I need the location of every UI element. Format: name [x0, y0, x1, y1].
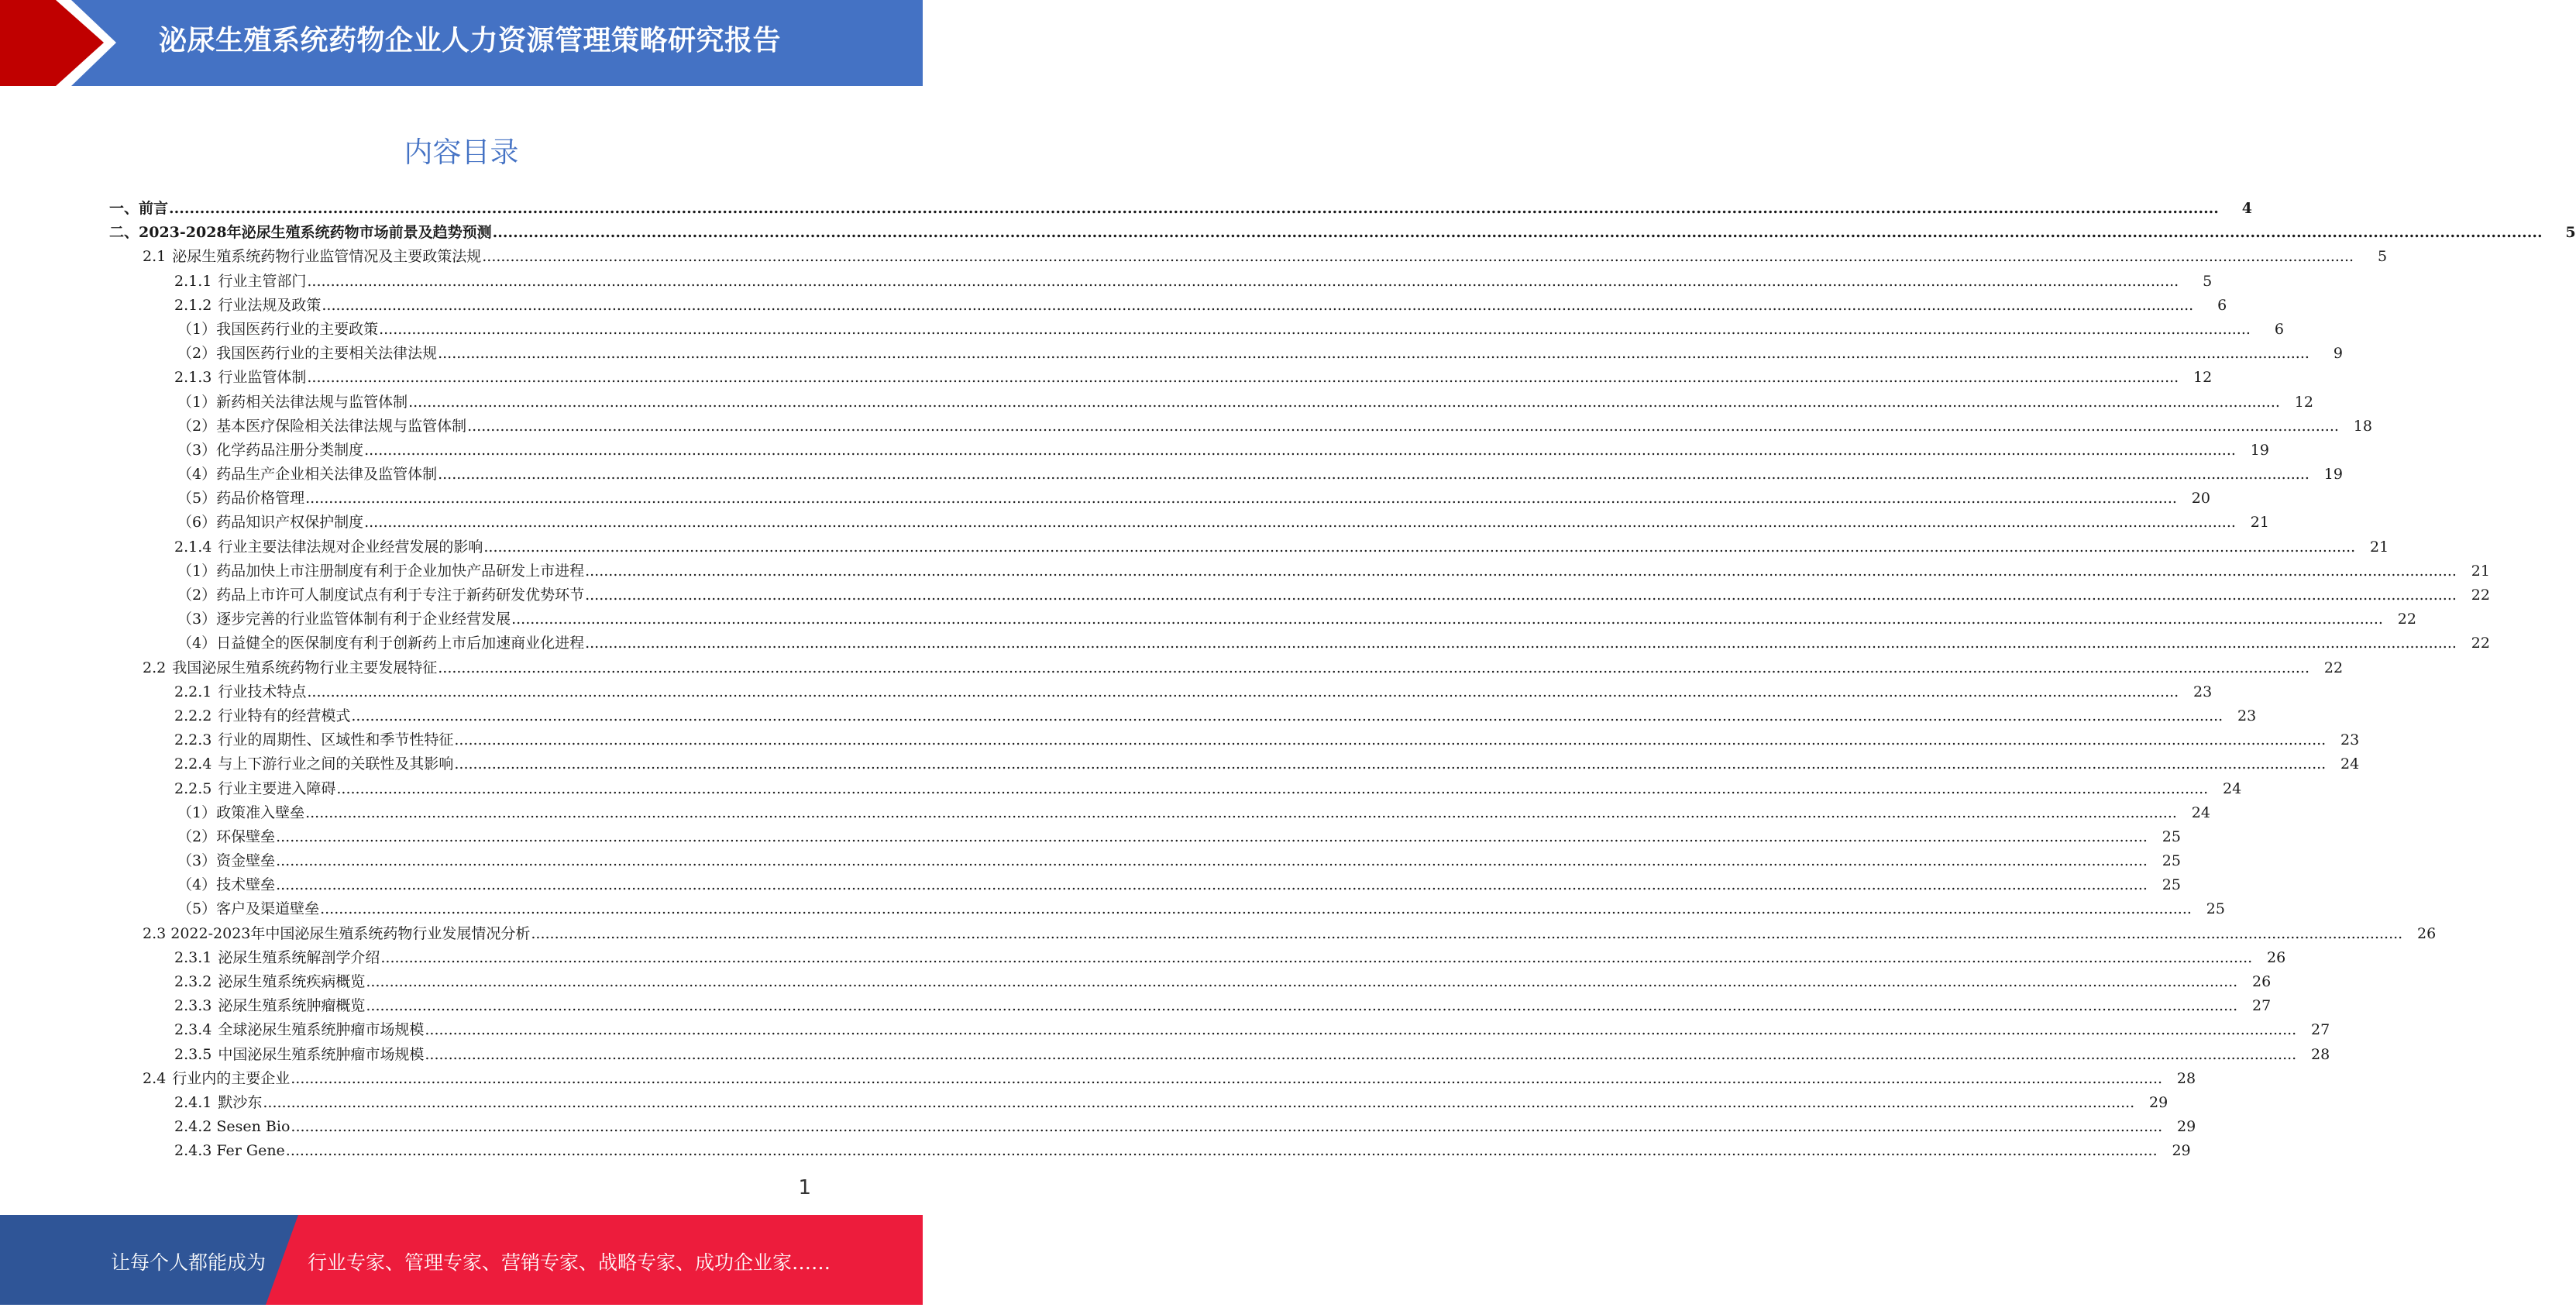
toc-entry-title: [174, 994, 365, 1018]
toc-entry-label: （4）日益健全的医保制度有利于创新药上市后加速商业化进程: [177, 635, 585, 652]
toc-entry-title: [174, 1043, 424, 1067]
toc-entry-label: （5）药品价格管理: [177, 490, 305, 508]
toc-entry[interactable]: [0, 1139, 2191, 1163]
toc-entry-title: [174, 777, 335, 801]
toc-dot-leader: ................................................................................................................................................................................................................................................................................................................................................................................................................: [366, 973, 2238, 990]
toc-dot-leader: ................................................................................................................................................................................................................................................................................................................................................................................................................: [492, 224, 2543, 242]
toc-entry-page: 26: [2252, 973, 2272, 990]
toc-dot-leader: ................................................................................................................................................................................................................................................................................................................................................................................................................: [305, 803, 2177, 821]
toc-entry[interactable]: [0, 922, 2437, 946]
toc-entry-title: [174, 1139, 285, 1163]
toc-dot-leader: ................................................................................................................................................................................................................................................................................................................................................................................................................: [364, 441, 2236, 459]
toc-dot-leader: ................................................................................................................................................................................................................................................................................................................................................................................................................: [511, 611, 2383, 628]
toc-entry-number: 2.2.1: [174, 683, 212, 700]
toc-entry-label: （1）新药相关法律法规与监管体制: [177, 393, 408, 411]
toc-entry-label: 我国泌尿生殖系统药物行业主要发展特征: [172, 659, 438, 676]
toc-entry-page: 26: [2267, 948, 2286, 966]
footer-slogan-right: 行业专家、管理专家、营销专家、战略专家、成功企业家……: [308, 1251, 831, 1274]
toc-entry-number: 2.3.3: [174, 997, 212, 1015]
toc-entry[interactable]: [0, 221, 2576, 245]
toc-dot-leader: ................................................................................................................................................................................................................................................................................................................................................................................................................: [425, 1021, 2297, 1039]
toc-entry[interactable]: [0, 849, 2181, 873]
toc-entry-page: 22: [2471, 635, 2490, 652]
toc-entry-page: 18: [2353, 417, 2372, 435]
toc-dot-leader: ................................................................................................................................................................................................................................................................................................................................................................................................................: [585, 635, 2457, 652]
toc-entry-page: 29: [2149, 1093, 2168, 1111]
toc-entry-page: 27: [2252, 997, 2272, 1015]
toc-entry-number: 2.1: [143, 248, 167, 266]
toc-entry-number: 2.1.2: [174, 296, 212, 314]
toc-entry-title: [177, 607, 511, 631]
toc-entry-page: 22: [2471, 587, 2490, 604]
toc-entry-label: 泌尿生殖系统解剖学介绍: [218, 948, 380, 966]
toc-entry-label: 一、前言: [109, 200, 169, 217]
toc-entry-label: 行业主要法律法规对企业经营发展的影响: [218, 538, 483, 556]
toc-dot-leader: ................................................................................................................................................................................................................................................................................................................................................................................................................: [305, 490, 2177, 508]
toc-entry-page: 23: [2237, 707, 2257, 724]
toc-dot-leader: ................................................................................................................................................................................................................................................................................................................................................................................................................: [454, 755, 2327, 773]
toc-entry-title: [143, 245, 481, 269]
toc-entry-label: 行业主管部门: [218, 272, 307, 290]
toc-entry-title: [177, 583, 584, 607]
toc-entry-label: （3）化学药品注册分类制度: [177, 441, 364, 459]
toc-entry-label: （2）环保壁垒: [177, 828, 276, 845]
toc-entry[interactable]: [0, 342, 2343, 366]
toc-entry[interactable]: [0, 1018, 2330, 1042]
toc-entry-page: 20: [2191, 490, 2210, 508]
toc-entry-page: 5: [2203, 272, 2213, 290]
toc-entry-title: [174, 680, 306, 704]
toc-dot-leader: ................................................................................................................................................................................................................................................................................................................................................................................................................: [364, 514, 2236, 532]
toc-entry[interactable]: [0, 511, 2269, 535]
toc-entry-page: 5: [2377, 248, 2388, 266]
toc-entry-number: 2.2.4: [174, 755, 212, 773]
toc-entry-label: 行业特有的经营模式: [218, 707, 351, 724]
toc-entry[interactable]: [0, 873, 2181, 897]
toc-dot-leader: ................................................................................................................................................................................................................................................................................................................................................................................................................: [263, 1093, 2135, 1111]
toc-entry[interactable]: [0, 752, 2360, 776]
toc-heading: 内容目录: [404, 136, 519, 169]
toc-entry-title: [177, 415, 466, 439]
toc-entry-title: [174, 535, 483, 559]
toc-dot-leader: ................................................................................................................................................................................................................................................................................................................................................................................................................: [482, 248, 2354, 266]
toc-entry-page: 6: [2217, 296, 2227, 314]
toc-entry[interactable]: [0, 366, 2213, 390]
toc-entry-page: 19: [2250, 441, 2269, 459]
toc-entry-page: 25: [2206, 900, 2225, 918]
toc-entry-label: 二、2023-2028年泌尿生殖系统药物市场前景及趋势预测: [109, 224, 492, 242]
toc-entry-title: [177, 318, 378, 342]
toc-entry[interactable]: [0, 270, 2213, 294]
toc-dot-leader: ................................................................................................................................................................................................................................................................................................................................................................................................................: [380, 948, 2253, 966]
toc-entry[interactable]: [0, 559, 2490, 583]
toc-entry-page: 9: [2333, 345, 2343, 363]
toc-entry-label: （5）客户及渠道壁垒: [177, 900, 320, 918]
toc-entry[interactable]: [0, 680, 2213, 704]
toc-dot-leader: ................................................................................................................................................................................................................................................................................................................................................................................................................: [483, 538, 2356, 556]
toc-entry-number: 2.3.1: [174, 948, 212, 966]
footer-band: [0, 1215, 923, 1305]
toc-entry-title: [143, 1067, 290, 1091]
toc-entry-label: 与上下游行业之间的关联性及其影响: [218, 755, 454, 773]
toc-dot-leader: ................................................................................................................................................................................................................................................................................................................................................................................................................: [291, 1118, 2163, 1136]
toc-entry-title: [109, 197, 168, 221]
toc-entry-label: （6）药品知识产权保护制度: [177, 514, 364, 532]
toc-entry-title: [174, 752, 453, 776]
toc-entry-page: 21: [2250, 514, 2269, 532]
toc-entry-page: 24: [2340, 755, 2360, 773]
toc-dot-leader: ................................................................................................................................................................................................................................................................................................................................................................................................................: [438, 345, 2309, 363]
toc-entry-number: 2.3.2: [174, 973, 212, 990]
toc-entry-page: 12: [2294, 393, 2313, 411]
toc-entry-page: 27: [2311, 1021, 2330, 1039]
toc-dot-leader: ................................................................................................................................................................................................................................................................................................................................................................................................................: [366, 997, 2238, 1015]
toc-entry-page: 4: [2241, 200, 2252, 217]
toc-entry-title: [177, 825, 275, 849]
toc-entry-title: [177, 511, 363, 535]
toc-entry-title: [177, 439, 363, 463]
toc-entry[interactable]: [0, 728, 2360, 752]
toc-entry[interactable]: [0, 607, 2416, 631]
header-band: [0, 0, 923, 86]
toc-dot-leader: ................................................................................................................................................................................................................................................................................................................................................................................................................: [276, 852, 2148, 870]
toc-dot-leader: ................................................................................................................................................................................................................................................................................................................................................................................................................: [322, 296, 2194, 314]
toc-entry[interactable]: [0, 897, 2225, 921]
toc-entry-title: [177, 342, 437, 366]
toc-entry-page: 19: [2323, 466, 2343, 483]
toc-entry-page: 5: [2565, 224, 2576, 242]
toc-dot-leader: ................................................................................................................................................................................................................................................................................................................................................................................................................: [425, 1045, 2297, 1063]
toc-entry-number: 2.1.4: [174, 538, 212, 556]
toc-entry[interactable]: [0, 1043, 2330, 1067]
toc-dot-leader: ................................................................................................................................................................................................................................................................................................................................................................................................................: [307, 272, 2179, 290]
toc-entry-label: （3）资金壁垒: [177, 852, 276, 870]
toc-entry-label: 行业的周期性、区域性和季节性特征: [218, 731, 454, 749]
toc-entry[interactable]: [0, 439, 2269, 463]
toc-dot-leader: ................................................................................................................................................................................................................................................................................................................................................................................................................: [585, 587, 2457, 604]
toc-entry[interactable]: [0, 463, 2343, 487]
toc-entry[interactable]: [0, 415, 2372, 439]
toc-entry-number: 2.2.3: [174, 731, 212, 749]
toc-entry-title: [177, 559, 584, 583]
toc-entry[interactable]: [0, 825, 2181, 849]
toc-entry-title: [174, 1018, 424, 1042]
toc-entry[interactable]: [0, 318, 2284, 342]
page-number: 1: [798, 1176, 811, 1199]
toc-entry-title: [109, 221, 492, 245]
toc-dot-leader: ................................................................................................................................................................................................................................................................................................................................................................................................................: [285, 1142, 2158, 1160]
toc-entry[interactable]: [0, 656, 2344, 680]
toc-entry-page: 29: [2172, 1142, 2191, 1160]
toc-entry-label: （2）药品上市许可人制度试点有利于专注于新药研发优势环节: [177, 587, 585, 604]
toc-entry-label: （2）我国医药行业的主要相关法律法规: [177, 345, 438, 363]
toc-entry-title: [174, 704, 350, 728]
toc-dot-leader: ................................................................................................................................................................................................................................................................................................................................................................................................................: [408, 393, 2280, 411]
toc-entry-title: [174, 366, 306, 390]
toc-entry-title: [177, 849, 275, 873]
toc-dot-leader: ................................................................................................................................................................................................................................................................................................................................................................................................................: [438, 659, 2310, 676]
toc-dot-leader: ................................................................................................................................................................................................................................................................................................................................................................................................................: [307, 683, 2179, 700]
report-title: 泌尿生殖系统药物企业人力资源管理策略研究报告: [159, 25, 782, 57]
toc-entry[interactable]: [0, 1091, 2168, 1115]
toc-entry-page: 21: [2370, 538, 2389, 556]
toc-entry-label: 泌尿生殖系统肿瘤概览: [218, 997, 366, 1015]
toc-entry-title: [177, 391, 408, 415]
toc-entry[interactable]: [0, 994, 2272, 1018]
toc-dot-leader: ................................................................................................................................................................................................................................................................................................................................................................................................................: [351, 707, 2223, 724]
toc-entry-title: [177, 631, 584, 656]
toc-entry-label: （2）基本医疗保险相关法律法规与监管体制: [177, 417, 467, 435]
table-of-contents: [0, 197, 2576, 1164]
toc-entry-label: （4）技术壁垒: [177, 876, 276, 894]
toc-entry[interactable]: [0, 704, 2257, 728]
toc-entry[interactable]: [0, 1067, 2196, 1091]
toc-entry-label: 行业主要进入障碍: [218, 779, 336, 797]
toc-dot-leader: ................................................................................................................................................................................................................................................................................................................................................................................................................: [276, 828, 2148, 845]
toc-entry-label: （3）逐步完善的行业监管体制有利于企业经营发展: [177, 611, 511, 628]
toc-entry-page: 29: [2177, 1118, 2196, 1136]
toc-entry-title: [174, 1091, 262, 1115]
toc-entry-title: [177, 873, 275, 897]
toc-entry-page: 28: [2176, 1069, 2196, 1087]
toc-entry-page: 25: [2162, 852, 2181, 870]
toc-entry[interactable]: [0, 583, 2490, 607]
toc-entry-number: 2.2.5: [174, 779, 212, 797]
toc-entry-page: 24: [2191, 803, 2210, 821]
toc-entry-number: 2.2: [143, 659, 167, 676]
toc-dot-leader: ................................................................................................................................................................................................................................................................................................................................................................................................................: [438, 466, 2309, 483]
toc-dot-leader: ................................................................................................................................................................................................................................................................................................................................................................................................................: [454, 731, 2327, 749]
toc-entry-page: 22: [2397, 611, 2416, 628]
toc-entry-label: 默沙东: [218, 1093, 263, 1111]
toc-entry-label: 全球泌尿生殖系统肿瘤市场规模: [218, 1021, 425, 1039]
toc-entry[interactable]: [0, 535, 2389, 559]
toc-entry-title: [174, 970, 365, 994]
toc-entry-title: [174, 1115, 290, 1139]
toc-entry-label: 2.4.2 Sesen Bio: [174, 1118, 291, 1136]
toc-entry-number: 2.2.2: [174, 707, 212, 724]
toc-entry-title: [174, 294, 321, 318]
toc-entry-label: 2.3 2022-2023年中国泌尿生殖系统药物行业发展情况分析: [143, 924, 531, 942]
toc-dot-leader: ................................................................................................................................................................................................................................................................................................................................................................................................................: [307, 369, 2179, 387]
toc-entry-number: 2.1.1: [174, 272, 212, 290]
toc-dot-leader: ................................................................................................................................................................................................................................................................................................................................................................................................................: [291, 1069, 2163, 1087]
toc-entry-number: 2.3.5: [174, 1045, 212, 1063]
toc-entry-label: （1）我国医药行业的主要政策: [177, 320, 379, 338]
toc-entry[interactable]: [0, 801, 2210, 825]
toc-entry-page: 28: [2311, 1045, 2330, 1063]
toc-entry-label: 2.4.3 Fer Gene: [174, 1142, 285, 1160]
toc-entry[interactable]: [0, 1115, 2196, 1139]
toc-entry-label: （1）药品加快上市注册制度有利于企业加快产品研发上市进程: [177, 562, 585, 580]
toc-entry-title: [177, 463, 437, 487]
toc-entry-number: 2.1.3: [174, 369, 212, 387]
toc-dot-leader: ................................................................................................................................................................................................................................................................................................................................................................................................................: [320, 900, 2192, 918]
toc-entry-label: 行业技术特点: [218, 683, 307, 700]
toc-entry-page: 25: [2162, 828, 2181, 845]
toc-entry-label: 泌尿生殖系统药物行业监管情况及主要政策法规: [172, 248, 482, 266]
toc-entry-page: 25: [2162, 876, 2181, 894]
toc-entry-page: 21: [2471, 562, 2490, 580]
toc-entry[interactable]: [0, 970, 2272, 994]
toc-dot-leader: ................................................................................................................................................................................................................................................................................................................................................................................................................: [169, 200, 2219, 217]
toc-dot-leader: ................................................................................................................................................................................................................................................................................................................................................................................................................: [336, 779, 2209, 797]
toc-entry-title: [174, 270, 306, 294]
toc-entry-title: [177, 801, 304, 825]
toc-entry-label: （4）药品生产企业相关法律及监管体制: [177, 466, 438, 483]
toc-entry-page: 26: [2417, 924, 2437, 942]
toc-entry[interactable]: [0, 391, 2313, 415]
toc-dot-leader: ................................................................................................................................................................................................................................................................................................................................................................................................................: [531, 924, 2403, 942]
toc-entry-number: 2.3.4: [174, 1021, 212, 1039]
toc-entry-title: [177, 897, 319, 921]
toc-entry[interactable]: [0, 631, 2490, 656]
toc-entry-label: （1）政策准入壁垒: [177, 803, 305, 821]
toc-entry-label: 行业监管体制: [218, 369, 307, 387]
footer-slogan-left: 让每个人都能成为: [111, 1251, 267, 1274]
toc-entry-page: 23: [2193, 683, 2213, 700]
toc-entry-label: 行业法规及政策: [218, 296, 322, 314]
toc-dot-leader: ................................................................................................................................................................................................................................................................................................................................................................................................................: [585, 562, 2457, 580]
toc-dot-leader: ................................................................................................................................................................................................................................................................................................................................................................................................................: [467, 417, 2339, 435]
toc-entry[interactable]: [0, 487, 2210, 511]
toc-entry-title: [177, 487, 304, 511]
toc-entry[interactable]: [0, 946, 2286, 970]
toc-entry-label: 中国泌尿生殖系统肿瘤市场规模: [218, 1045, 425, 1063]
toc-entry-title: [143, 656, 437, 680]
header-chevron-red: [0, 0, 104, 86]
toc-entry-label: 泌尿生殖系统疾病概览: [218, 973, 366, 990]
toc-entry[interactable]: [0, 777, 2242, 801]
toc-entry[interactable]: [0, 245, 2388, 269]
toc-entry-page: 22: [2323, 659, 2344, 676]
toc-entry-label: 行业内的主要企业: [172, 1069, 291, 1087]
toc-entry-title: [174, 946, 380, 970]
toc-entry-page: 6: [2274, 320, 2284, 338]
toc-entry-page: 23: [2340, 731, 2360, 749]
toc-entry-title: [143, 922, 530, 946]
toc-dot-leader: ................................................................................................................................................................................................................................................................................................................................................................................................................: [379, 320, 2251, 338]
toc-entry-number: 2.4.1: [174, 1093, 212, 1111]
toc-entry-page: 24: [2223, 779, 2242, 797]
toc-entry-number: 2.4: [143, 1069, 167, 1087]
toc-entry[interactable]: [0, 197, 2252, 221]
toc-entry-page: 12: [2193, 369, 2213, 387]
toc-entry[interactable]: [0, 294, 2227, 318]
toc-dot-leader: ................................................................................................................................................................................................................................................................................................................................................................................................................: [276, 876, 2148, 894]
toc-entry-title: [174, 728, 453, 752]
